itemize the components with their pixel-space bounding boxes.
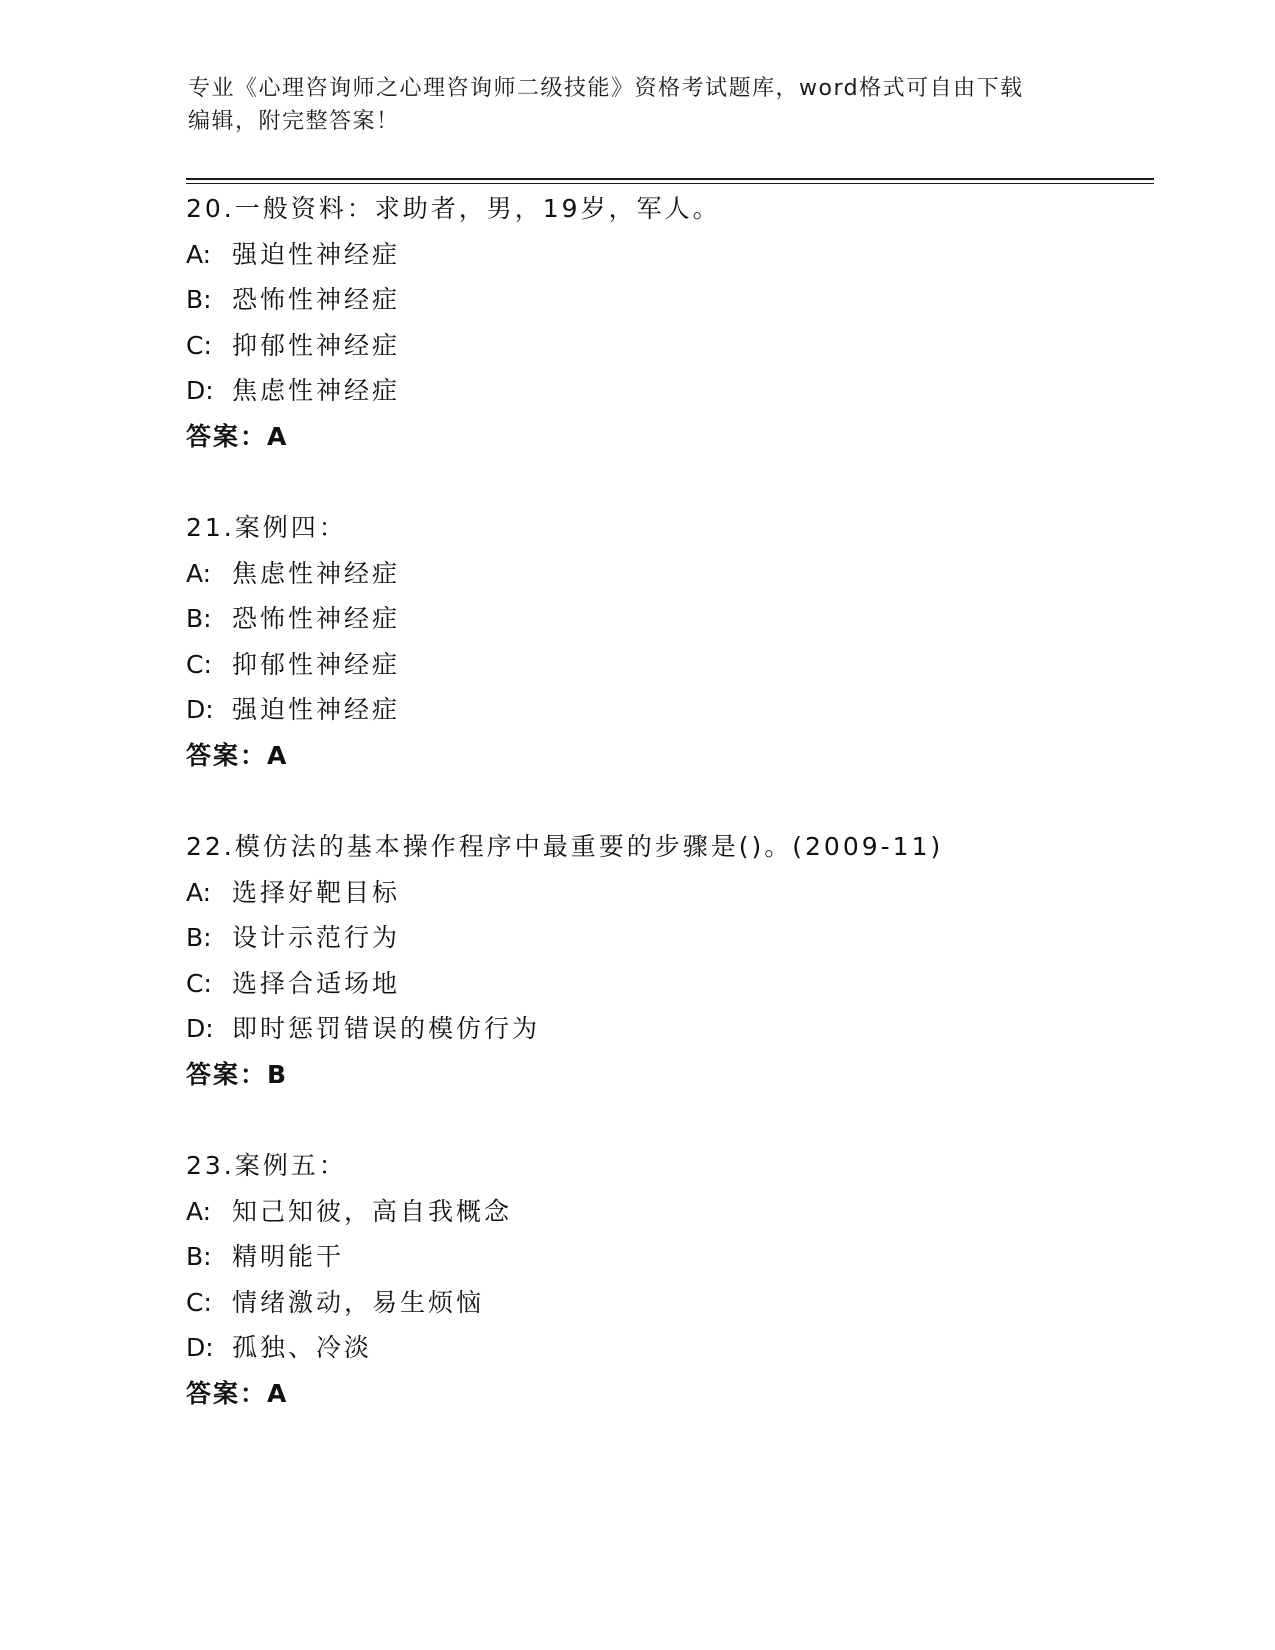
option-letter: D: [186, 695, 214, 725]
option-letter: B: [186, 285, 212, 315]
question-stem: 20.一般资料：求助者，男，19岁，军人。 [186, 194, 721, 223]
header-line-2: 编辑，附完整答案！ [188, 109, 400, 134]
option-b [186, 1234, 1146, 1280]
option-a [186, 232, 1146, 278]
option-text: 恐怖性神经症 [232, 285, 401, 315]
option-text: 知己知彼，高自我概念 [232, 1196, 513, 1226]
option-text: 选择好靶目标 [232, 877, 401, 907]
option-letter: B: [186, 1242, 212, 1272]
option-letter: D: [186, 1014, 214, 1044]
option-text: 孤独、冷淡 [232, 1333, 373, 1363]
header-line-1: 专业《心理咨询师之心理咨询师二级技能》资格考试题库，word格式可自由下载 [188, 76, 1024, 101]
option-b [186, 277, 1146, 323]
option-letter: A: [186, 239, 212, 269]
option-letter: D: [186, 1333, 214, 1363]
option-c [186, 323, 1146, 369]
option-d [186, 1325, 1146, 1371]
option-letter: D: [186, 376, 214, 406]
option-letter: C: [186, 1287, 212, 1317]
option-text: 恐怖性神经症 [232, 604, 401, 634]
option-a [186, 870, 1146, 916]
option-letter: A: [186, 558, 212, 588]
option-text: 设计示范行为 [232, 923, 401, 953]
option-text: 情绪激动，易生烦恼 [232, 1287, 485, 1317]
option-text: 焦虑性神经症 [232, 558, 401, 588]
option-d [186, 1006, 1146, 1052]
question-stem: 21.案例四： [186, 513, 347, 542]
option-c [186, 961, 1146, 1007]
header-divider-thin [186, 183, 1154, 184]
option-text: 抑郁性神经症 [232, 649, 401, 679]
question-22 [186, 824, 1146, 1098]
option-c [186, 642, 1146, 688]
option-text: 强迫性神经症 [232, 695, 401, 725]
option-letter: C: [186, 968, 212, 998]
option-d [186, 368, 1146, 414]
option-text: 即时惩罚错误的模仿行为 [232, 1014, 541, 1044]
option-text: 抑郁性神经症 [232, 330, 401, 360]
option-text: 焦虑性神经症 [232, 376, 401, 406]
option-letter: A: [186, 1196, 212, 1226]
option-text: 选择合适场地 [232, 968, 401, 998]
question-20 [186, 186, 1146, 460]
option-letter: B: [186, 604, 212, 634]
question-21 [186, 505, 1146, 779]
option-b [186, 915, 1146, 961]
header-divider [186, 178, 1154, 180]
option-letter: C: [186, 330, 212, 360]
option-text: 强迫性神经症 [232, 239, 401, 269]
document-header [188, 72, 1068, 138]
option-letter: B: [186, 923, 212, 953]
option-a [186, 551, 1146, 597]
option-text: 精明能干 [232, 1242, 345, 1272]
question-23 [186, 1143, 1146, 1417]
answer: 答案：B [186, 1059, 289, 1089]
question-stem: 22.模仿法的基本操作程序中最重要的步骤是()。(2009-11) [186, 832, 944, 861]
answer: 答案：A [186, 421, 289, 451]
option-d [186, 687, 1146, 733]
option-letter: A: [186, 877, 212, 907]
option-b [186, 596, 1146, 642]
question-stem: 23.案例五： [186, 1151, 347, 1180]
option-c [186, 1280, 1146, 1326]
answer: 答案：A [186, 1378, 289, 1408]
answer: 答案：A [186, 740, 289, 770]
option-letter: C: [186, 649, 212, 679]
option-a [186, 1189, 1146, 1235]
